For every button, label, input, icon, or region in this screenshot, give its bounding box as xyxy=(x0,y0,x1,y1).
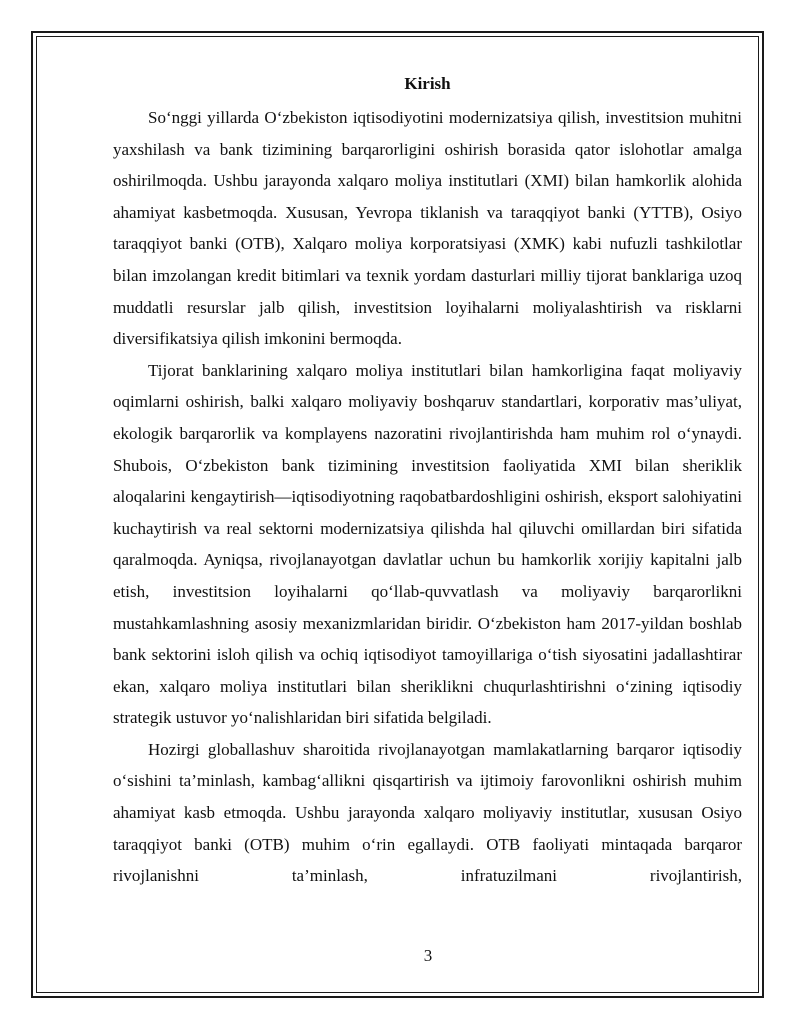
page-number: 3 xyxy=(423,946,433,965)
paragraph-3: Hozirgi globallashuv sharoitida rivojlanayotgan mamlakatlarning barqaror iqtisodiy o‘sishini ta’minlash, kambag‘allikni qisqartirish va ijtimoiy farovonlikni oshirish muhim ahamiyat kasb etmoqda. Ushbu jarayonda xalqaro moliyaviy institutlar, xususan Osiyo taraqqiyot banki (OTB) muhim o‘rin egallaydi. OTB faoliyati mintaqada barqaror rivojlanishni ta’minlash, infratuzilmani rivojlantirish, xyxy=(113,739,742,886)
section-title: Kirish xyxy=(404,74,451,93)
paragraph-2: Tijorat banklarining xalqaro moliya institutlari bilan hamkorligina faqat moliyaviy oqimlarni oshirish, balki xalqaro moliyaviy boshqaruv standartlari, korporativ mas’uliyat, ekologik barqarorlik va komplayens nazoratini rivojlantirishda ham muhim rol o‘ynaydi. Shubois, O‘zbekiston bank tizimining investitsion faoliyatida XMI bilan sheriklik aloqalarini kengaytirish—iqtisodiyotning raqobatbardoshligini oshirish, eksport salohiyatini kuchaytirish va real sektorni modernizatsiya qilishda hal qiluvchi omillardan biri sifatida qaralmoqda. Ayniqsa, rivojlanayotgan davlatlar uchun bu hamkorlik xorijiy kapitalni jalb etish, investitsion loyihalarni qo‘llab-quvvatlash va moliyaviy barqarorlikni mustahkamlashning asosiy mexanizmlaridan biridir. O‘zbekiston ham 2017-yildan boshlab bank sektorini isloh qilish va ochiq iqtisodiyot tamoyillariga o‘tish siyosatini jadallashtirar ekan, xalqaro moliya institutlari bilan sheriklikni chuqurlashtirishni o‘zining iqtisodiy strategik ustuvor yo‘nalishlaridan biri sifatida belgiladi. xyxy=(113,360,742,728)
document-body xyxy=(113,68,742,892)
paragraph-1: So‘nggi yillarda O‘zbekiston iqtisodiyotini modernizatsiya qilish, investitsion muhitni yaxshilash va bank tizimining barqarorligini oshirish borasida qator islohotlar amalga oshirilmoqda. Ushbu jarayonda xalqaro moliya institutlari (XMI) bilan hamkorlik alohida ahamiyat kasbetmoqda. Xususan, Yevropa tiklanish va taraqqiyot banki (YTTB), Osiyo taraqqiyot banki (OTB), Xalqaro moliya korporatsiyasi (XMK) kabi nufuzli tashkilotlar bilan imzolangan kredit bitimlari va texnik yordam dasturlari milliy tijorat banklariga uzoq muddatli resurslar jalb qilish, investitsion loyihalarni moliyalashtirish va risklarni diversifikatsiya qilish imkonini bermoqda. xyxy=(113,108,742,349)
